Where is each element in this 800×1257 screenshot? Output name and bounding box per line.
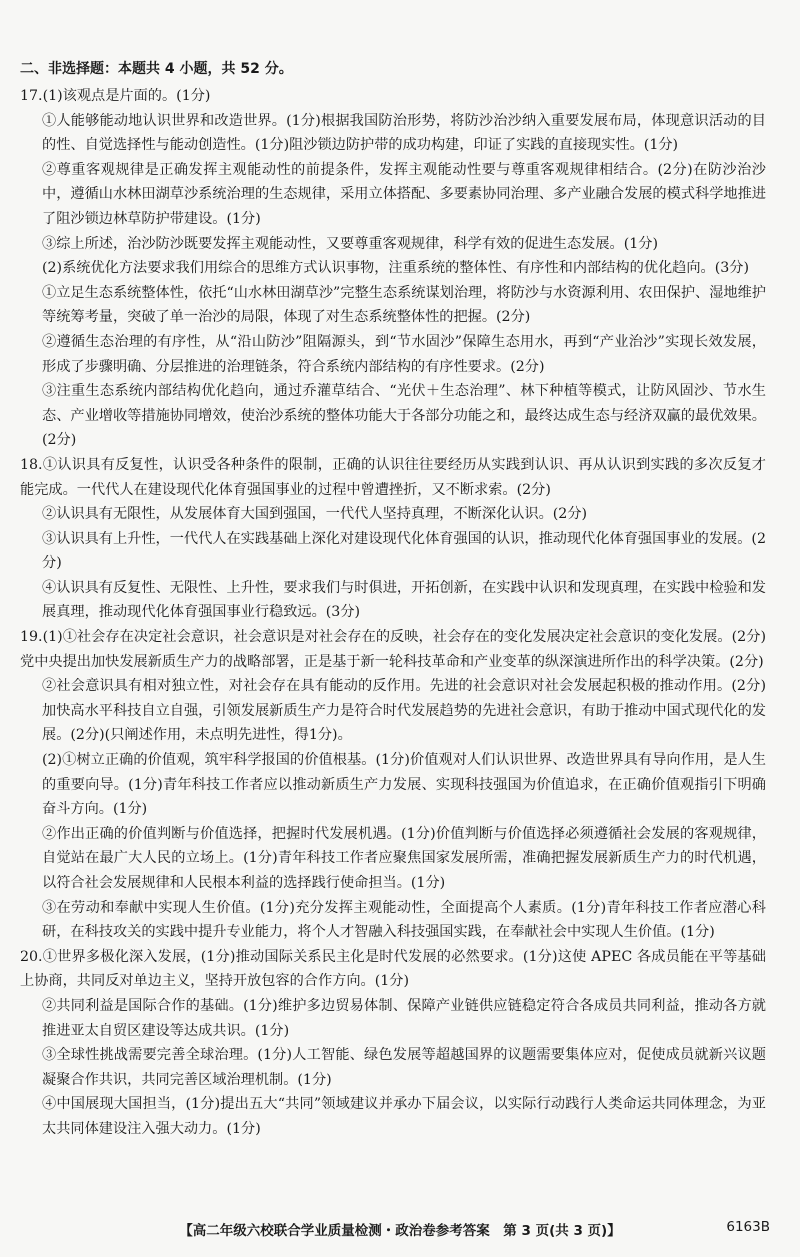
q18-point-3: ③认识具有上升性，一代代人在实践基础上深化对建设现代化体育强国的认识，推动现代化体育强国事业的发展。(2分) <box>42 530 766 572</box>
q17-part2-point-1: ①立足生态系统整体性，依托“山水林田湖草沙”完整生态系统谋划治理，将防沙与水资源利用、农田保护、湿地维护等统筹考量，突破了单一治沙的局限，体现了对生态系统整体性的把握。(2分) <box>42 284 766 326</box>
q17-point-1: ①人能够能动地认识世界和改造世界。(1分)根据我国防治形势，将防沙治沙纳入重要发展布局，体现意识活动的目的性、自觉选择性与能动创造性。(1分)阻沙锁边防护带的成功构建，印证了实践的直接现实性。(1分) <box>42 112 766 154</box>
q19-part2-point-1: (2)①树立正确的价值观，筑牢科学报国的价值根基。(1分)价值观对人们认识世界、改造世界具有导向作用，是人生的重要向导。(1分)青年科技工作者应以推动新质生产力发展、实现科技强国为价值追求，在正确价值观指引下明确奋斗方向。(1分) <box>42 752 766 818</box>
q20-point-4: ④中国展现大国担当，(1分)提出五大“共同”领域建议并承办下届会议，以实际行动践行人类命运共同体理念，为亚太共同体建设注入强大动力。(1分) <box>42 1096 766 1137</box>
q20-point-3: ③全球性挑战需要完善全球治理。(1分)人工智能、绿色发展等超越国界的议题需要集体应对，促使成员就新兴议题凝聚合作共识，共同完善区域治理机制。(1分) <box>42 1047 766 1088</box>
q17-point-2: ②尊重客观规律是正确发挥主观能动性的前提条件，发挥主观能动性要与尊重客观规律相结合。(2分)在防沙治沙中，遵循山水林田湖草沙系统治理的生态规律，采用立体搭配、多要素协同治理、多产业融合发展的模式科学地推进了阻沙锁边林草防护带建设。(1分) <box>42 161 766 227</box>
question-18 <box>20 453 766 625</box>
q17-part2-intro: (2)系统优化方法要求我们用综合的思维方式认识事物，注重系统的整体性、有序性和内部结构的优化趋向。(3分) <box>42 260 750 277</box>
q18-point-1: 18.①认识具有反复性，认识受各种条件的限制，正确的认识往往要经历从实践到认识、再从认识到实践的多次反复才能完成。一代代人在建设现代化体育强国事业的过程中曾遭挫折，又不断求索。(2分) <box>20 456 766 498</box>
footer-code: 6163B <box>726 1219 770 1235</box>
q17-part1-verdict: 17.(1)该观点是片面的。(1分) <box>20 88 211 104</box>
section-title: 二、非选择题：本题共 4 小题，共 52 分。 <box>20 61 293 77</box>
q17-part2-point-2: ②遵循生态治理的有序性，从“沿山防沙”阻隔源头，到“节水固沙”保障生态用水，再到“产业治沙”实现长效发展，形成了步骤明确、分层推进的治理链条，符合系统内部结构的有序性要求。(2分) <box>42 333 766 375</box>
q19-part1-point-2: ②社会意识具有相对独立性，对社会存在具有能动的反作用。先进的社会意识对社会发展起积极的推动作用。(2分)加快高水平科技自立自强，引领发展新质生产力是符合时代发展趋势的先进社会意识，有助于推动中国式现代化的发展。(2分)(只阐述作用，未点明先进性，得1分)。 <box>42 678 766 744</box>
q17-point-3: ③综上所述，治沙防沙既要发挥主观能动性，又要尊重客观规律，科学有效的促进生态发展。(1分) <box>42 235 658 252</box>
q20-point-2: ②共同利益是国际合作的基础。(1分)维护多边贸易体制、保障产业链供应链稳定符合各成员共同利益，推动各方就推进亚太自贸区建设等达成共识。(1分) <box>42 997 766 1039</box>
q17-part2-point-3: ③注重生态系统内部结构优化趋向，通过乔灌草结合、“光伏＋生态治理”、林下种植等模式，让防风固沙、节水生态、产业增收等措施协同增效，使治沙系统的整体功能大于各部分功能之和，最终达成生态与经济双赢的最优效果。(2分) <box>42 383 766 449</box>
q20-point-1: 20.①世界多极化深入发展，(1分)推动国际关系民主化是时代发展的必然要求。(1分)这使 APEC 各成员能在平等基础上协商，共同反对单边主义，坚持开放包容的合作方向。(1分) <box>20 948 766 990</box>
q18-point-2: ②认识具有无限性，从发展体育大国到强国，一代代人坚持真理，不断深化认识。(2分) <box>42 506 588 523</box>
q18-point-4: ④认识具有反复性、无限性、上升性，要求我们与时俱进，开拓创新，在实践中认识和发现真理，在实践中检验和发展真理，推动现代化体育强国事业行稳致远。(3分) <box>42 579 766 621</box>
question-19 <box>20 625 766 945</box>
q19-part2-point-3: ③在劳动和奉献中实现人生价值。(1分)充分发挥主观能动性，全面提高个人素质。(1分)青年科技工作者应潜心科研，在科技攻关的实践中提升专业能力，将个人才智融入科技强国实践，在奉献社会中实现人生价值。(1分) <box>42 899 766 941</box>
q19-part2-point-2: ②作出正确的价值判断与价值选择，把握时代发展机遇。(1分)价值判断与价值选择必须遵循社会发展的客观规律，自觉站在最广大人民的立场上。(1分)青年科技工作者应聚焦国家发展所需，准确把握发展新质生产力的时代机遇，以符合社会发展规律和人民根本利益的选择践行使命担当。(1分) <box>42 825 766 891</box>
footer-title: 【高二年级六校联合学业质量检测・政治卷参考答案 第 3 页(共 3 页)】 <box>179 1223 621 1239</box>
question-20 <box>20 945 766 1142</box>
q19-part1-point-1: 19.(1)①社会存在决定社会意识，社会意识是对社会存在的反映，社会存在的变化发展决定社会意识的变化发展。(2分)党中央提出加快发展新质生产力的战略部署，正是基于新一轮科技革命和产业变革的纵深演进所作出的科学决策。(2分) <box>20 629 766 670</box>
question-17 <box>20 84 766 453</box>
